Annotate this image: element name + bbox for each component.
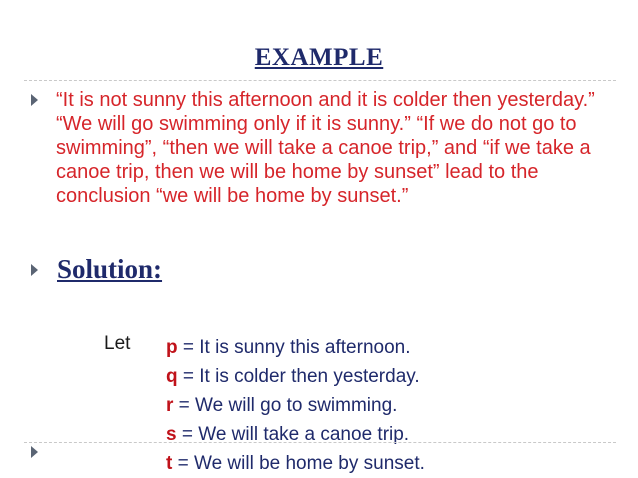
- bottom-divider: [24, 442, 616, 443]
- definition-text: = It is sunny this afternoon.: [177, 337, 411, 358]
- variable-p: p: [166, 337, 178, 358]
- example-paragraph: “It is not sunny this afternoon and it is colder then yesterday.” “We will go swimming only if it is sunny.” “If we do not go to swimming”, “then we will take a canoe trip,” and “if we take a canoe trip, then we will be home by sunset” lead to the conclusion “we will be home by sunset.”: [56, 89, 595, 207]
- definition-list: [166, 333, 425, 478]
- definition-item: [166, 362, 425, 391]
- solution-heading: Solution:: [57, 254, 163, 284]
- bullet-arrow-icon: [31, 94, 38, 106]
- bullet-arrow-icon: [31, 264, 38, 276]
- definition-text: = We will take a canoe trip.: [176, 424, 410, 445]
- top-divider: [24, 80, 616, 81]
- definition-text: = We will be home by sunset.: [172, 453, 425, 474]
- definition-text: = We will go to swimming.: [173, 395, 398, 416]
- variable-t: t: [166, 453, 173, 474]
- let-label: Let: [104, 333, 131, 354]
- slide-title: EXAMPLE: [254, 44, 384, 71]
- bullet-arrow-icon: [31, 446, 38, 458]
- definition-item: [166, 391, 425, 420]
- definition-item: [166, 420, 425, 449]
- variable-q: q: [166, 366, 178, 387]
- definition-text: = It is colder then yesterday.: [177, 366, 420, 387]
- variable-s: s: [166, 424, 177, 445]
- definition-item: [166, 449, 425, 478]
- definition-item: [166, 333, 425, 362]
- variable-r: r: [166, 395, 174, 416]
